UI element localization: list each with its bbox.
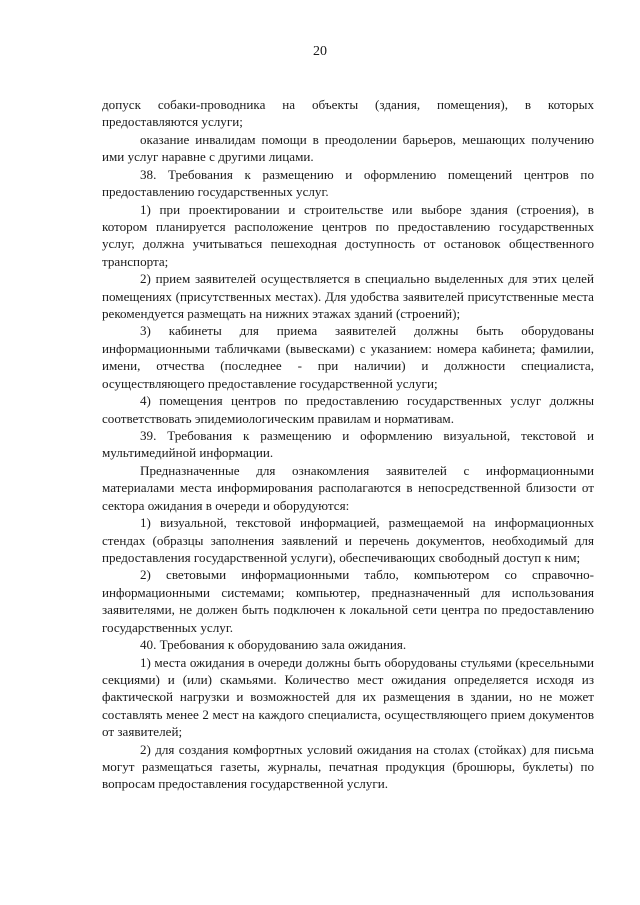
section-heading-39: 39. Требования к размещению и оформлению визуальной, текстовой и мультимедийной информации. (102, 428, 594, 461)
page-number: 20 (313, 44, 327, 59)
list-item: 2) для создания комфортных условий ожидания на столах (стойках) для письма могут размещаться газеты, журналы, печатная продукция (брошюры, буклеты) по вопросам предоставления государственной услуги. (102, 741, 594, 792)
list-item: 1) при проектировании и строительстве или выборе здания (строения), в котором планируется расположение центров по предоставлению государственных услуг, должна учитываться пешеходная доступность от остановок общественного транспорта; (102, 201, 594, 269)
list-item: 1) визуальной, текстовой информацией, размещаемой на информационных стендах (образцы заполнения заявлений и перечень документов, необходимый для предоставления государственной услуги), обеспечивающих свободный доступ к ним; (102, 515, 594, 565)
paragraph: Предназначенные для ознакомления заявителей с информационными материалами места информирования располагаются в непосредственной близости от сектора ожидания в очереди и оборудуются: (102, 462, 594, 513)
body-text (102, 96, 594, 793)
list-item: 4) помещения центров по предоставлению государственных услуг должны соответствовать эпидемиологическим правилам и нормативам. (102, 393, 594, 426)
paragraph: оказание инвалидам помощи в преодолении барьеров, мешающих получению ими услуг наравне с другими лицами. (102, 131, 594, 165)
section-heading-38: 38. Требования к размещению и оформлению помещений центров по предоставлению государственных услуг. (102, 166, 594, 200)
list-item: 3) кабинеты для приема заявителей должны быть оборудованы информационными табличками (вывесками) с указанием: номера кабинета; фамилии, имени, отчества (последнее - при наличии) и должности специалиста, осуществляющего предоставление государственной услуги; (102, 323, 594, 391)
list-item: 1) места ожидания в очереди должны быть оборудованы стульями (кресельными секциями) и (или) скамьями. Количество мест ожидания определяется исходя из фактической нагрузки и возможностей для их размещения в здании, но не может составлять менее 2 мест на каждого специалиста, осуществляющего прием документов от заявителей; (102, 654, 594, 740)
list-item: 2) прием заявителей осуществляется в специально выделенных для этих целей помещениях (присутственных местах). Для удобства заявителей присутственные места рекомендуется размещать на нижних этажах зданий (строений); (102, 271, 594, 322)
list-item: 2) световыми информационными табло, компьютером со справочно-информационными системами; компьютер, предназначенный для использования заявителями, не должен быть подключен к локальной сети центра по предоставлению государственных услуг. (102, 567, 594, 635)
paragraph: допуск собаки-проводника на объекты (здания, помещения), в которых предоставляются услуги; (102, 97, 594, 130)
section-heading-40: 40. Требования к оборудованию зала ожидания. (140, 637, 407, 653)
